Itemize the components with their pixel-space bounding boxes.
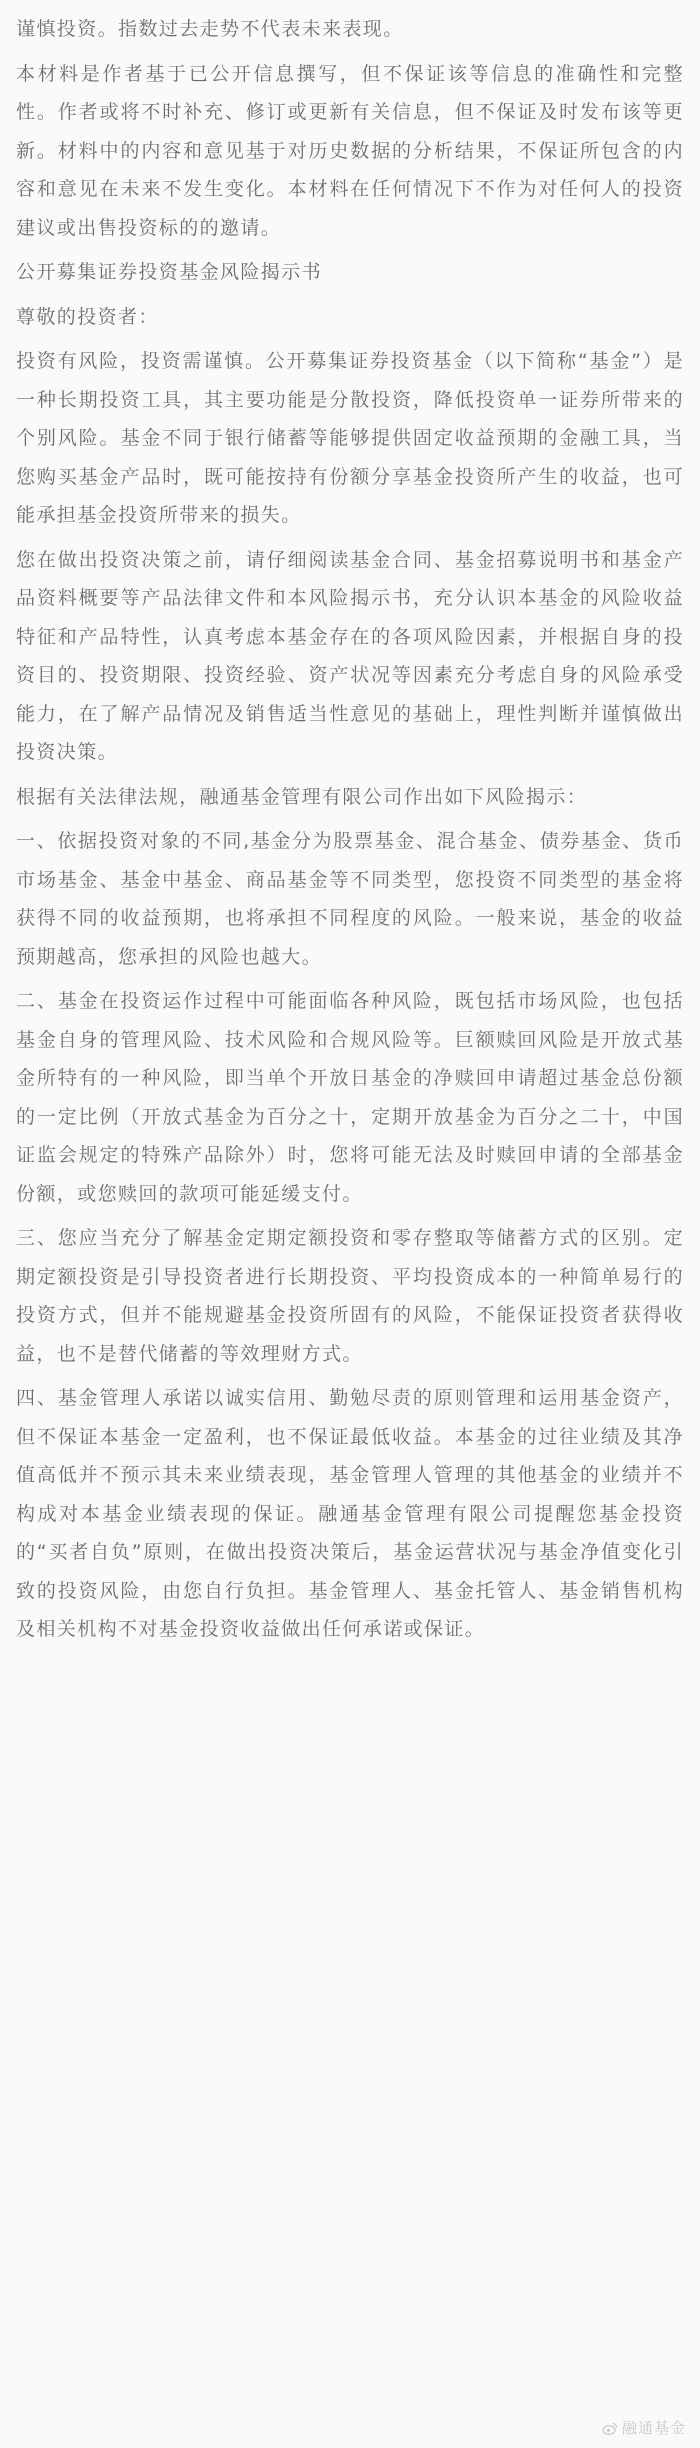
company-statement: 根据有关法律法规，融通基金管理有限公司作出如下风险揭示： <box>16 785 588 808</box>
risk-item-4: 四、基金管理人承诺以诚实信用、勤勉尽责的原则管理和运用基金资产，但不保证本基金一定盈利，也不保证最低收益。本基金的过往业绩及其净值高低并不预示其未来业绩表现，基金管理人管理的其他基金的业绩并不构成对本基金业绩表现的保证。融通基金管理有限公司提醒您基金投资的“买者自负”原则，在做出投资决策后，基金运营状况与基金净值变化引致的投资风险，由您自行负担。基金管理人、基金托管人、基金销售机构及相关机构不对基金投资收益做出任何承诺或保证。 <box>16 1387 684 1640</box>
disclaimer-material: 本材料是作者基于已公开信息撰写，但不保证该等信息的准确性和完整性。作者或将不时补充、修订或更新有关信息，但不保证及时发布该等更新。材料中的内容和意见基于对历史数据的分析结果，不保证所包含的内容和意见在未来不发生变化。本材料在任何情况下不作为对任何人的投资建议或出售投资标的的邀请。 <box>16 62 684 239</box>
risk-disclosure-title: 公开募集证券投资基金风险揭示书 <box>16 261 323 283</box>
decision-advice-paragraph: 您在做出投资决策之前，请仔细阅读基金合同、基金招募说明书和基金产品资料概要等产品法律文件和本风险揭示书，充分认识本基金的风险收益特征和产品特性，认真考虑本基金存在的各项风险因素，并根据自身的投资目的、投资期限、投资经验、资产状况等因素充分考虑自身的风险承受能力，在了解产品情况及销售适当性意见的基础上，理性判断并谨慎做出投资决策。 <box>16 548 684 763</box>
watermark-text: 融通基金 <box>621 2419 686 2437</box>
salutation: 尊敬的投资者： <box>16 305 159 328</box>
risk-item-2: 二、基金在投资运作过程中可能面临各种风险，既包括市场风险，也包括基金自身的管理风险、技术风险和合规风险等。巨额赎回风险是开放式基金所特有的一种风险，即当单个开放日基金的净赎回申请超过基金总份额的一定比例（开放式基金为百分之十，定期开放基金为百分之二十，中国证监会规定的特殊产品除外）时，您将可能无法及时赎回申请的全部基金份额，或您赎回的款项可能延缓支付。 <box>16 990 684 1205</box>
risk-item-3: 三、您应当充分了解基金定期定额投资和零存整取等储蓄方式的区别。定期定额投资是引导投资者进行长期投资、平均投资成本的一种简单易行的投资方式，但并不能规避基金投资所固有的风险，不能保证投资者获得收益，也不是替代储蓄的等效理财方式。 <box>16 1227 684 1365</box>
disclaimer-short: 谨慎投资。指数过去走势不代表未来表现。 <box>16 18 404 40</box>
weibo-logo-icon <box>602 2420 618 2436</box>
risk-item-1: 一、依据投资对象的不同,基金分为股票基金、混合基金、债券基金、货币市场基金、基金中基金、商品基金等不同类型，您投资不同类型的基金将获得不同的收益预期，也将承担不同程度的风险。一般来说，基金的收益预期越高，您承担的风险也越大。 <box>16 830 684 968</box>
weibo-watermark <box>602 2417 686 2438</box>
document-body <box>16 10 684 1655</box>
risk-intro-paragraph: 投资有风险，投资需谨慎。公开募集证券投资基金（以下简称“基金”）是一种长期投资工具，其主要功能是分散投资，降低投资单一证券所带来的个别风险。基金不同于银行储蓄等能够提供固定收益预期的金融工具，当您购买基金产品时，既可能按持有份额分享基金投资所产生的收益，也可能承担基金投资所带来的损失。 <box>16 350 684 526</box>
